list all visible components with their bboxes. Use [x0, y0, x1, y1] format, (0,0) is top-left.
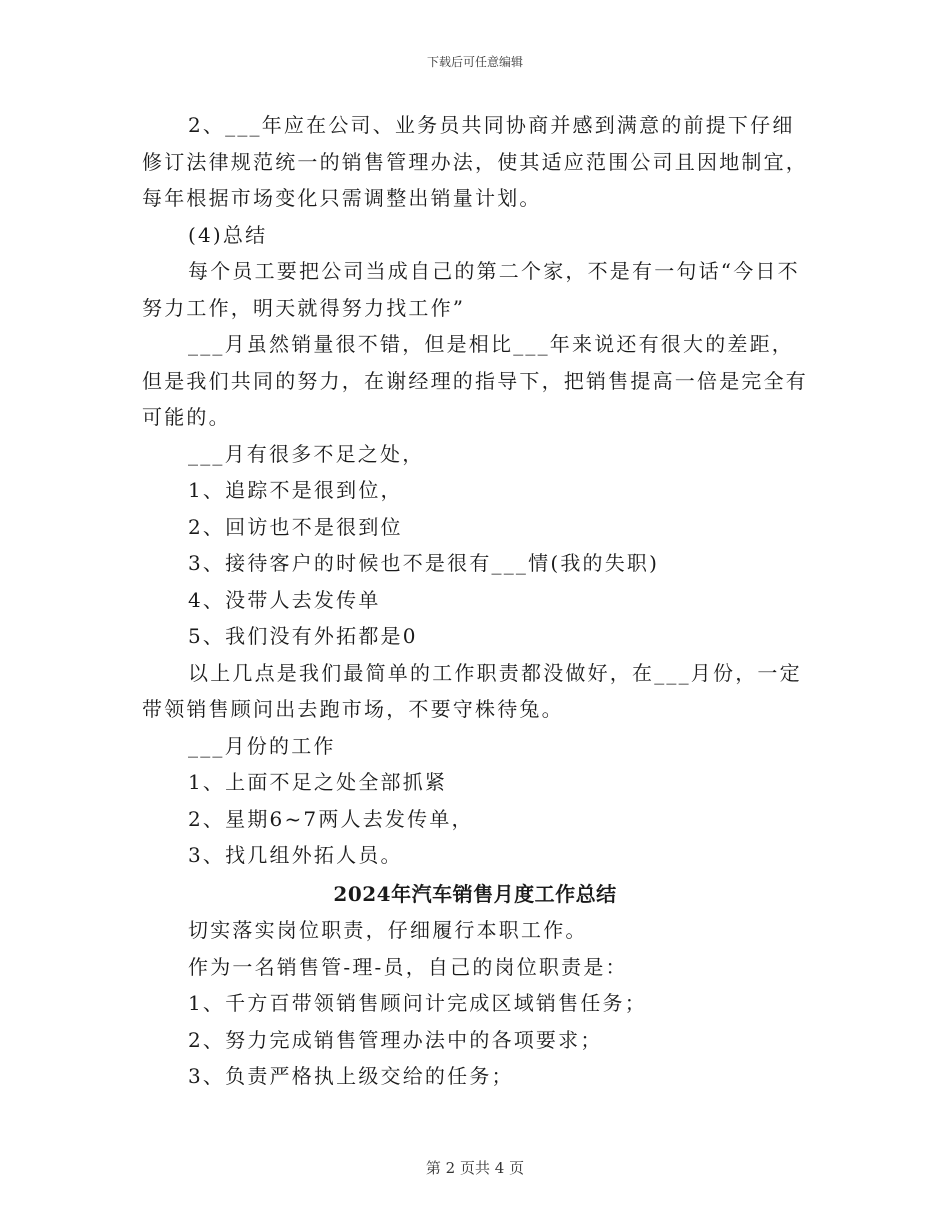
paragraph: 作为一名销售管-理-员，自己的岗位职责是： [188, 954, 628, 979]
page-footer: 第 2 页共 4 页 [425, 1159, 525, 1177]
document-body [142, 107, 808, 1095]
paragraph: 切实落实岗位职责，仔细履行本职工作。 [188, 918, 588, 942]
list-item: 4、没带人去发传单 [188, 587, 381, 612]
paragraph: ___月有很多不足之处， [188, 441, 425, 466]
section-title: 2024年汽车销售月度工作总结 [333, 881, 617, 906]
list-item: 3、接待客户的时候也不是很有___情(我的失职) [188, 551, 660, 575]
paragraph: ___月份的工作 [188, 733, 336, 758]
paragraph: (4)总结 [188, 222, 268, 247]
list-item: 2、努力完成销售管理办法中的各项要求； [188, 1027, 603, 1052]
list-item: 1、追踪不是很到位， [188, 478, 403, 502]
list-item: 1、上面不足之处全部抓紧 [188, 770, 448, 794]
list-item: 2、星期6~7两人去发传单， [188, 806, 474, 831]
list-item: 1、千方百带领销售顾问计完成区域销售任务； [188, 991, 647, 1015]
list-item: 3、负责严格执上级交给的任务； [188, 1064, 514, 1088]
paragraph: 2、___年应在公司、业务员共同协商并感到满意的前提下仔细修订法律规范统一的销售管理办法，使其适应范围公司且因地制宜，每年根据市场变化只需调整出销量计划。 [142, 113, 808, 210]
paragraph: ___月虽然销量很不错，但是相比___年来说还有很大的差距，但是我们共同的努力，在谢经理的指导下，把销售提高一倍是完全有可能的。 [142, 332, 808, 429]
list-item: 2、回访也不是很到位 [188, 514, 403, 539]
list-item: 5、我们没有外拓都是0 [188, 624, 418, 648]
paragraph: 每个员工要把公司当成自己的第二个家，不是有一句话“今日不努力工作，明天就得努力找工作” [142, 259, 800, 320]
page-header: 下载后可任意编辑 [426, 55, 523, 69]
paragraph: 以上几点是我们最简单的工作职责都没做好，在___月份，一定带领销售顾问出去跑市场，不要守株待兔。 [142, 660, 802, 721]
list-item: 3、找几组外拓人员。 [188, 843, 403, 867]
